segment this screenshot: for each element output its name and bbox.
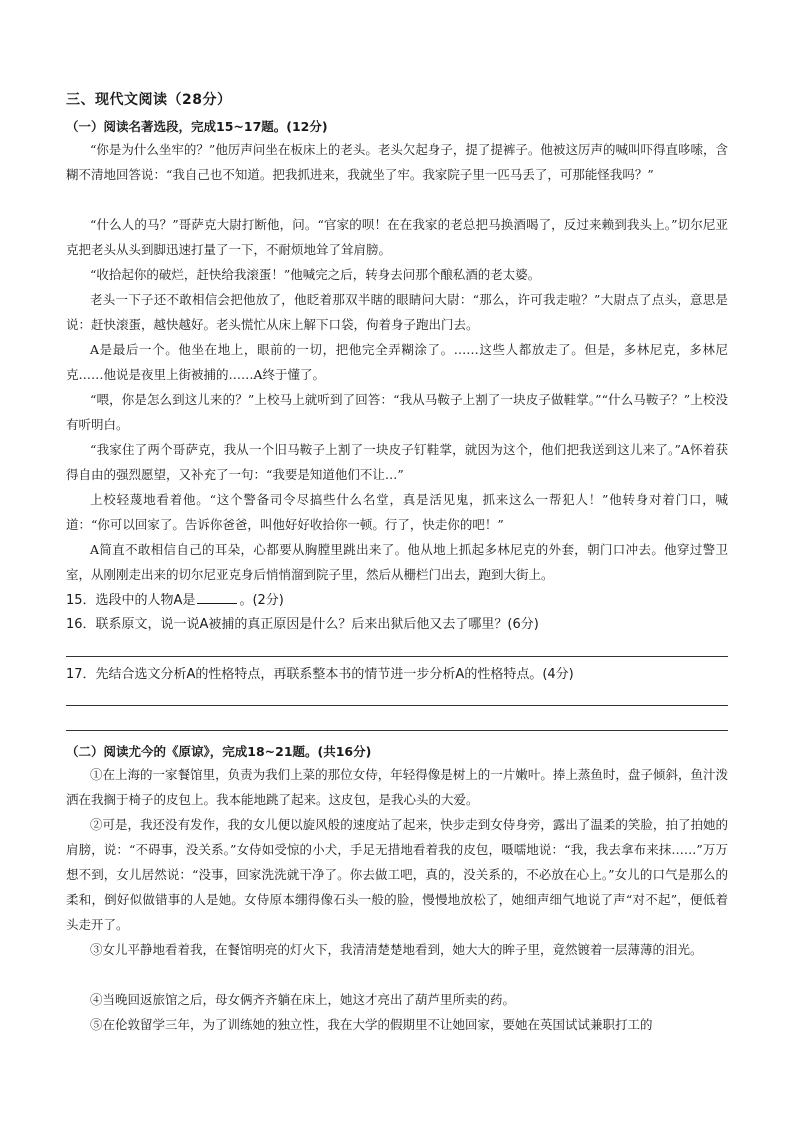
part1-paragraph-2: “什么人的马？”哥萨克大尉打断他，问。“官家的呗！在在我家的老总把马换酒喝了，反过来赖到我头上。”切尔尼亚克把老头从头到脚迅速打量了一下，不耐烦地耸了耸肩膀。 [66,217,728,257]
section-title: 三、现代文阅读（28分） [66,92,232,108]
part1-paragraph-1: “你是为什么坐牢的？”他厉声问坐在板床上的老头。老头欠起身子，提了提裤子。他被这厉声的喊叫吓得直哆嗦，含糊不清地回答说：“我自己也不知道。把我抓进来，我就坐了牢。我家院子里一匹马丢了，可那能怪我吗？” [66,142,728,182]
part1-paragraph-9: A简直不敢相信自己的耳朵，心都要从胸膛里跳出来了。他从地上抓起多林尼克的外套，朝门口冲去。他穿过警卫室，从刚刚走出来的切尔尼亚克身后悄悄溜到院子里，然后从栅栏门出去，跑到大街上。 [66,542,728,582]
part2-paragraph-4: ④当晚回返旅馆之后，母女俩齐齐躺在床上，她这才亮出了葫芦里所卖的药。 [90,992,516,1007]
part1-paragraph-5: A是最后一个。他坐在地上，眼前的一切，把他完全弄糊涂了。……这些人都放走了。但是，多林尼克，多林尼克……他说是夜里上街被捕的……A终于懂了。 [66,342,728,382]
answer-line-17a[interactable] [66,705,728,706]
part2-paragraph-3: ③女儿平静地看着我，在餐馆明亮的灯火下，我清清楚楚地看到，她大大的眸子里，竟然镀着一层薄薄的泪光。 [90,942,703,957]
answer-line-16[interactable] [66,656,728,657]
question-16: 16．联系原文，说一说A被捕的真正原因是什么？后来出狱后他又去了哪里？(6分) [66,617,539,632]
part2-heading: （二）阅读尤今的《原谅》，完成18~21题。(共16分) [66,744,372,759]
part1-paragraph-7: “我家住了两个哥萨克，我从一个旧马鞍子上割了一块皮子钉鞋掌，就因为这个，他们把我送到这儿来了。”A怀着获得自由的强烈愿望，又补充了一句：“我要是知道他们不让…” [66,442,728,482]
question-15-suffix: 。(2分) [239,593,284,608]
part2-paragraph-5: ⑤在伦敦留学三年，为了训练她的独立性，我在大学的假期里不让她回家，要她在英国试试兼职打工的 [90,1017,653,1032]
part1-paragraph-3: “收拾起你的破烂，赶快给我滚蛋！”他喊完之后，转身去问那个酿私酒的老太婆。 [90,267,541,282]
part2-paragraph-2: ②可是，我还没有发作，我的女儿便以旋风般的速度站了起来，快步走到女侍身旁，露出了温柔的笑脸，拍了拍她的肩膀，说：“不碍事，没关系。”女侍如受惊的小犬，手足无措地看着我的皮包，嗫嚅地说：“我，我去拿布来抹……”万万想不到，女儿居然说：“没事，回家洗洗就干净了。你去做工吧，真的，没关系的，不必放在心上。”女儿的口气是那么的柔和，倒好似做错事的人是她。女侍原本绷得像石头一般的脸，慢慢地放松了，她细声细气地说了声“对不起”，便低着头走开了。 [66,817,728,932]
question-15-prefix: 15．选段中的人物A是 [66,593,196,608]
question-15 [66,590,728,612]
answer-blank-15[interactable] [197,602,237,604]
answer-line-17b[interactable] [66,730,728,731]
part1-heading: （一）阅读名著选段，完成15~17题。(12分) [66,119,328,134]
question-17: 17．先结合选文分析A的性格特点，再联系整本书的情节进一步分析A的性格特点。(4分) [66,667,574,682]
part1-paragraph-4: 老头一下子还不敢相信会把他放了，他眨着那双半瞎的眼睛问大尉：“那么，许可我走啦？”大尉点了点头，意思是说：赶快滚蛋，越快越好。老头慌忙从床上解下口袋，佝着身子跑出门去。 [66,292,728,332]
part1-paragraph-6: “喂，你是怎么到这儿来的？”上校马上就听到了回答：“我从马鞍子上割了一块皮子做鞋掌。”“什么马鞍子？”上校没有听明白。 [66,392,728,432]
part2-paragraph-1: ①在上海的一家餐馆里，负责为我们上菜的那位女侍，年轻得像是树上的一片嫩叶。捧上蒸鱼时，盘子倾斜，鱼汁泼洒在我搁于椅子的皮包上。我本能地跳了起来。这皮包，是我心头的大爱。 [66,767,728,807]
part1-paragraph-8: 上校轻蔑地看着他。“这个警备司令尽搞些什么名堂，真是活见鬼，抓来这么一帮犯人！”他转身对着门口，喊道：“你可以回家了。告诉你爸爸，叫他好好收拾你一顿。行了，快走你的吧！” [66,492,728,532]
